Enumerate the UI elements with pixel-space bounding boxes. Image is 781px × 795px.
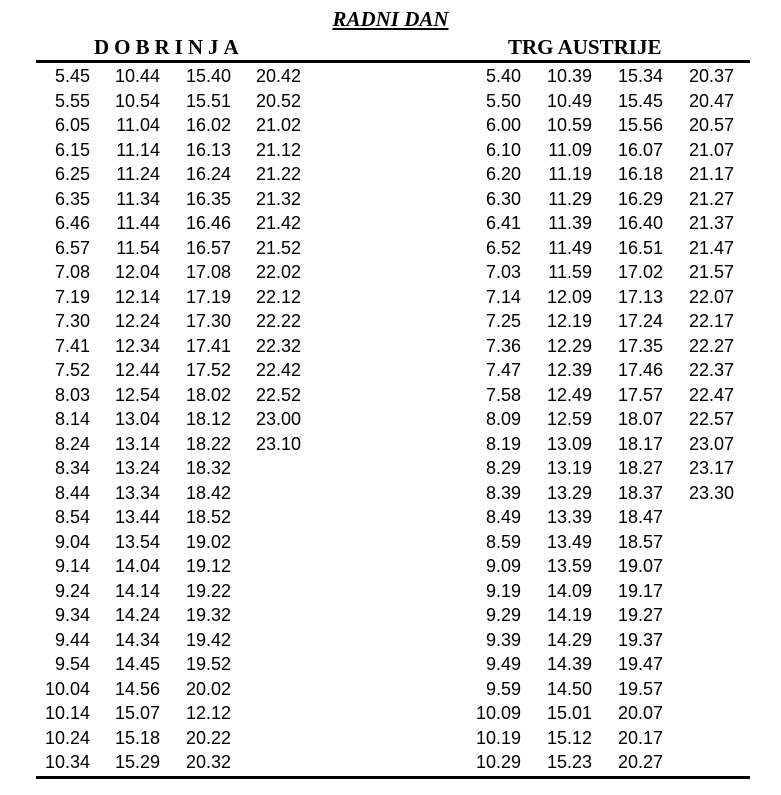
dobrinja-departure-time: 7.08 bbox=[54, 262, 90, 282]
dobrinja-departure-time: 11.44 bbox=[116, 213, 160, 233]
dobrinja-departure-time: 5.45 bbox=[54, 66, 90, 86]
trg-austrije-departure-time: 23.30 bbox=[688, 482, 734, 503]
trg-austrije-departure-time: 20.27 bbox=[617, 752, 663, 772]
trg-austrije-departure-time: 22.27 bbox=[688, 335, 734, 356]
dobrinja-departure-time: 6.05 bbox=[54, 115, 90, 135]
dobrinja-departure-time: 15.18 bbox=[114, 727, 160, 748]
trg-austrije-departure-time: 17.13 bbox=[617, 286, 663, 307]
trg-austrije-departure-time: 19.07 bbox=[617, 556, 663, 576]
dobrinja-departure-time: 21.32 bbox=[255, 188, 301, 209]
dobrinja-departure-time: 13.34 bbox=[114, 482, 160, 503]
dobrinja-departure-time: 11.54 bbox=[116, 237, 160, 258]
dobrinja-departure-time: 5.55 bbox=[54, 90, 90, 111]
dobrinja-departure-time: 18.32 bbox=[185, 458, 231, 478]
trg-austrije-departure-time: 7.47 bbox=[485, 360, 521, 380]
trg-austrije-departure-time: 20.47 bbox=[688, 90, 734, 111]
trg-austrije-departure-time: 10.09 bbox=[475, 703, 521, 723]
dobrinja-departure-time: 9.14 bbox=[54, 556, 90, 576]
dobrinja-departure-time: 9.24 bbox=[54, 580, 90, 601]
dobrinja-departure-time: 18.42 bbox=[185, 482, 231, 503]
trg-austrije-departure-time: 16.40 bbox=[617, 213, 663, 233]
dobrinja-departure-time: 11.24 bbox=[116, 164, 160, 184]
dobrinja-departure-time: 12.34 bbox=[114, 335, 160, 356]
trg-austrije-departure-time: 18.37 bbox=[617, 482, 663, 503]
trg-austrije-departure-time: 22.57 bbox=[688, 409, 734, 429]
dobrinja-departure-time: 9.44 bbox=[54, 629, 90, 650]
trg-austrije-departure-time: 14.19 bbox=[546, 605, 592, 625]
dobrinja-departure-time: 17.30 bbox=[185, 311, 231, 331]
dobrinja-departure-time: 13.04 bbox=[114, 409, 160, 429]
trg-austrije-departure-time: 21.07 bbox=[688, 139, 734, 160]
trg-austrije-departure-time: 20.57 bbox=[688, 115, 734, 135]
trg-austrije-departure-time: 21.37 bbox=[688, 213, 734, 233]
trg-austrije-departure-time: 12.39 bbox=[546, 360, 592, 380]
trg-austrije-departure-time: 21.27 bbox=[688, 188, 734, 209]
trg-austrije-departure-time: 19.47 bbox=[617, 654, 663, 674]
dobrinja-departure-time: 8.24 bbox=[54, 433, 90, 454]
trg-austrije-departure-time: 12.59 bbox=[546, 409, 592, 429]
dobrinja-departure-time: 8.03 bbox=[54, 384, 90, 405]
trg-austrije-departure-time: 7.14 bbox=[485, 286, 521, 307]
dobrinja-departure-time: 7.30 bbox=[54, 311, 90, 331]
trg-austrije-departure-time: 12.09 bbox=[546, 286, 592, 307]
trg-austrije-departure-time: 8.09 bbox=[485, 409, 521, 429]
dobrinja-departure-time: 6.35 bbox=[54, 188, 90, 209]
trg-austrije-departure-time: 9.39 bbox=[485, 629, 521, 650]
dobrinja-departure-time: 7.41 bbox=[54, 335, 90, 356]
trg-austrije-departure-time: 19.57 bbox=[617, 678, 663, 699]
dobrinja-departure-time: 8.14 bbox=[54, 409, 90, 429]
bottom-rule bbox=[36, 776, 750, 779]
dobrinja-departure-time: 20.02 bbox=[185, 678, 231, 699]
trg-austrije-departure-time: 13.09 bbox=[546, 433, 592, 454]
dobrinja-departure-time: 22.02 bbox=[255, 262, 301, 282]
dobrinja-departure-time: 21.02 bbox=[255, 115, 301, 135]
dobrinja-departure-time: 20.52 bbox=[255, 90, 301, 111]
dobrinja-departure-time: 22.52 bbox=[255, 384, 301, 405]
trg-austrije-departure-time: 13.19 bbox=[546, 458, 592, 478]
trg-austrije-timetable bbox=[470, 64, 734, 775]
dobrinja-departure-time: 23.10 bbox=[255, 433, 301, 454]
trg-austrije-departure-time: 17.35 bbox=[617, 335, 663, 356]
trg-austrije-departure-time: 15.45 bbox=[617, 90, 663, 111]
trg-austrije-departure-time: 14.39 bbox=[546, 654, 592, 674]
trg-austrije-departure-time: 10.29 bbox=[475, 752, 521, 772]
dobrinja-departure-time: 15.51 bbox=[185, 90, 231, 111]
trg-austrije-departure-time: 13.39 bbox=[546, 507, 592, 527]
dobrinja-departure-time: 8.34 bbox=[54, 458, 90, 478]
dobrinja-departure-time: 17.08 bbox=[185, 262, 231, 282]
trg-austrije-departure-time: 10.59 bbox=[546, 115, 592, 135]
trg-austrije-departure-time: 17.57 bbox=[617, 384, 663, 405]
dobrinja-departure-time: 19.22 bbox=[185, 580, 231, 601]
dobrinja-departure-time: 13.14 bbox=[114, 433, 160, 454]
trg-austrije-departure-time: 17.46 bbox=[617, 360, 663, 380]
dobrinja-departure-time: 13.24 bbox=[114, 458, 160, 478]
trg-austrije-departure-time: 6.10 bbox=[485, 139, 521, 160]
dobrinja-departure-time: 14.04 bbox=[114, 556, 160, 576]
trg-austrije-departure-time: 14.09 bbox=[546, 580, 592, 601]
dobrinja-departure-time: 9.54 bbox=[54, 654, 90, 674]
trg-austrije-departure-time: 7.25 bbox=[485, 311, 521, 331]
trg-austrije-departure-time: 5.50 bbox=[485, 90, 521, 111]
trg-austrije-departure-time: 16.18 bbox=[617, 164, 663, 184]
trg-austrije-departure-time: 16.51 bbox=[617, 237, 663, 258]
dobrinja-departure-time: 12.14 bbox=[114, 286, 160, 307]
trg-austrije-departure-time: 23.07 bbox=[688, 433, 734, 454]
trg-austrije-departure-time: 19.37 bbox=[617, 629, 663, 650]
trg-austrije-departure-time: 7.58 bbox=[485, 384, 521, 405]
dobrinja-departure-time: 13.44 bbox=[114, 507, 160, 527]
dobrinja-departure-time: 18.12 bbox=[185, 409, 231, 429]
dobrinja-departure-time: 11.14 bbox=[116, 139, 160, 160]
dobrinja-departure-time: 16.46 bbox=[185, 213, 231, 233]
trg-austrije-departure-time: 22.17 bbox=[688, 311, 734, 331]
dobrinja-departure-time: 10.14 bbox=[44, 703, 90, 723]
dobrinja-departure-time: 18.22 bbox=[185, 433, 231, 454]
dobrinja-departure-time: 14.24 bbox=[114, 605, 160, 625]
trg-austrije-departure-time: 6.00 bbox=[485, 115, 521, 135]
trg-austrije-departure-time: 10.49 bbox=[546, 90, 592, 111]
trg-austrije-departure-time: 11.09 bbox=[548, 139, 592, 160]
dobrinja-departure-time: 14.45 bbox=[114, 654, 160, 674]
dobrinja-departure-time: 14.14 bbox=[114, 580, 160, 601]
trg-austrije-departure-time: 10.39 bbox=[546, 66, 592, 86]
trg-austrije-departure-time: 12.49 bbox=[546, 384, 592, 405]
dobrinja-departure-time: 21.42 bbox=[255, 213, 301, 233]
dobrinja-departure-time: 21.22 bbox=[255, 164, 301, 184]
dobrinja-departure-time: 8.54 bbox=[54, 507, 90, 527]
trg-austrije-departure-time: 9.19 bbox=[485, 580, 521, 601]
page-title bbox=[0, 6, 781, 32]
dobrinja-departure-time: 11.34 bbox=[116, 188, 160, 209]
trg-austrije-departure-time: 10.19 bbox=[475, 727, 521, 748]
trg-austrije-departure-time: 5.40 bbox=[485, 66, 521, 86]
trg-austrije-departure-time: 19.27 bbox=[617, 605, 663, 625]
dobrinja-departure-time: 16.57 bbox=[185, 237, 231, 258]
dobrinja-departure-time: 21.52 bbox=[255, 237, 301, 258]
dobrinja-departure-time: 11.04 bbox=[116, 115, 160, 135]
trg-austrije-departure-time: 21.17 bbox=[688, 164, 734, 184]
dobrinja-departure-time: 18.52 bbox=[185, 507, 231, 527]
trg-austrije-departure-time: 21.47 bbox=[688, 237, 734, 258]
dobrinja-departure-time: 15.07 bbox=[114, 703, 160, 723]
dobrinja-departure-time: 12.54 bbox=[114, 384, 160, 405]
dobrinja-departure-time: 19.52 bbox=[185, 654, 231, 674]
trg-austrije-departure-time: 20.07 bbox=[617, 703, 663, 723]
trg-austrije-departure-time: 7.36 bbox=[485, 335, 521, 356]
trg-austrije-departure-time: 18.17 bbox=[617, 433, 663, 454]
dobrinja-departure-time: 21.12 bbox=[255, 139, 301, 160]
dobrinja-departure-time: 6.15 bbox=[54, 139, 90, 160]
trg-austrije-departure-time: 20.17 bbox=[617, 727, 663, 748]
dobrinja-departure-time: 19.32 bbox=[185, 605, 231, 625]
dobrinja-departure-time: 7.52 bbox=[54, 360, 90, 380]
dobrinja-departure-time: 17.52 bbox=[185, 360, 231, 380]
dobrinja-departure-time: 17.19 bbox=[185, 286, 231, 307]
trg-austrije-departure-time: 9.29 bbox=[485, 605, 521, 625]
trg-austrije-departure-time: 8.59 bbox=[485, 531, 521, 552]
dobrinja-departure-time: 9.34 bbox=[54, 605, 90, 625]
trg-austrije-departure-time: 11.49 bbox=[548, 237, 592, 258]
dobrinja-departure-time: 18.02 bbox=[185, 384, 231, 405]
trg-austrije-departure-time: 11.29 bbox=[548, 188, 592, 209]
trg-austrije-departure-time: 22.37 bbox=[688, 360, 734, 380]
dobrinja-departure-time: 22.22 bbox=[255, 311, 301, 331]
trg-austrije-departure-time: 23.17 bbox=[688, 458, 734, 478]
trg-austrije-departure-time: 11.59 bbox=[548, 262, 592, 282]
trg-austrije-departure-time: 12.19 bbox=[546, 311, 592, 331]
trg-austrije-departure-time: 21.57 bbox=[688, 262, 734, 282]
dobrinja-departure-time: 12.24 bbox=[114, 311, 160, 331]
dobrinja-departure-time: 8.44 bbox=[54, 482, 90, 503]
dobrinja-departure-time: 19.12 bbox=[185, 556, 231, 576]
dobrinja-departure-time: 16.13 bbox=[185, 139, 231, 160]
trg-austrije-departure-time: 9.59 bbox=[485, 678, 521, 699]
trg-austrije-departure-time: 15.23 bbox=[546, 752, 592, 772]
dobrinja-departure-time: 6.25 bbox=[54, 164, 90, 184]
trg-austrije-departure-time: 18.47 bbox=[617, 507, 663, 527]
trg-austrije-departure-time: 15.01 bbox=[546, 703, 592, 723]
trg-austrije-departure-time: 15.56 bbox=[617, 115, 663, 135]
trg-austrije-departure-time: 15.34 bbox=[617, 66, 663, 86]
dobrinja-departure-time: 9.04 bbox=[54, 531, 90, 552]
dobrinja-departure-time: 15.40 bbox=[185, 66, 231, 86]
dobrinja-departure-time: 6.57 bbox=[54, 237, 90, 258]
trg-austrije-departure-time: 19.17 bbox=[617, 580, 663, 601]
trg-austrije-departure-time: 6.41 bbox=[485, 213, 521, 233]
trg-austrije-departure-time: 12.29 bbox=[546, 335, 592, 356]
station-dobrinja-header: DOBRINJA bbox=[94, 35, 244, 59]
trg-austrije-departure-time: 11.19 bbox=[548, 164, 592, 184]
trg-austrije-departure-time: 8.39 bbox=[485, 482, 521, 503]
dobrinja-departure-time: 14.34 bbox=[114, 629, 160, 650]
trg-austrije-departure-time: 6.20 bbox=[485, 164, 521, 184]
top-rule bbox=[36, 60, 750, 63]
trg-austrije-departure-time: 22.07 bbox=[688, 286, 734, 307]
dobrinja-departure-time: 16.02 bbox=[185, 115, 231, 135]
trg-austrije-departure-time: 14.29 bbox=[546, 629, 592, 650]
trg-austrije-departure-time: 18.07 bbox=[617, 409, 663, 429]
trg-austrije-departure-time: 18.57 bbox=[617, 531, 663, 552]
dobrinja-departure-time: 16.24 bbox=[185, 164, 231, 184]
dobrinja-departure-time: 17.41 bbox=[185, 335, 231, 356]
trg-austrije-departure-time: 16.07 bbox=[617, 139, 663, 160]
trg-austrije-departure-time: 6.52 bbox=[485, 237, 521, 258]
trg-austrije-departure-time: 18.27 bbox=[617, 458, 663, 478]
trg-austrije-departure-time: 7.03 bbox=[485, 262, 521, 282]
dobrinja-departure-time: 23.00 bbox=[255, 409, 301, 429]
dobrinja-departure-time: 10.44 bbox=[114, 66, 160, 86]
dobrinja-departure-time: 7.19 bbox=[54, 286, 90, 307]
dobrinja-departure-time: 20.42 bbox=[255, 66, 301, 86]
dobrinja-departure-time: 16.35 bbox=[185, 188, 231, 209]
trg-austrije-departure-time: 17.24 bbox=[617, 311, 663, 331]
dobrinja-departure-time: 19.02 bbox=[185, 531, 231, 552]
station-trg-austrije-header: TRG AUSTRIJE bbox=[508, 35, 662, 59]
dobrinja-departure-time: 13.54 bbox=[114, 531, 160, 552]
dobrinja-departure-time: 12.12 bbox=[185, 703, 231, 723]
trg-austrije-departure-time: 9.09 bbox=[485, 556, 521, 576]
trg-austrije-departure-time: 9.49 bbox=[485, 654, 521, 674]
trg-austrije-departure-time: 14.50 bbox=[546, 678, 592, 699]
trg-austrije-departure-time: 17.02 bbox=[617, 262, 663, 282]
dobrinja-departure-time: 15.29 bbox=[114, 752, 160, 772]
trg-austrije-departure-time: 8.29 bbox=[485, 458, 521, 478]
dobrinja-departure-time: 22.32 bbox=[255, 335, 301, 356]
trg-austrije-departure-time: 13.59 bbox=[546, 556, 592, 576]
dobrinja-departure-time: 22.12 bbox=[255, 286, 301, 307]
dobrinja-timetable bbox=[36, 64, 301, 775]
dobrinja-departure-time: 10.34 bbox=[44, 752, 90, 772]
trg-austrije-departure-time: 8.19 bbox=[485, 433, 521, 454]
trg-austrije-departure-time: 20.37 bbox=[688, 66, 734, 86]
dobrinja-departure-time: 10.54 bbox=[114, 90, 160, 111]
dobrinja-departure-time: 20.22 bbox=[185, 727, 231, 748]
dobrinja-departure-time: 19.42 bbox=[185, 629, 231, 650]
trg-austrije-departure-time: 13.49 bbox=[546, 531, 592, 552]
trg-austrije-departure-time: 22.47 bbox=[688, 384, 734, 405]
dobrinja-departure-time: 12.44 bbox=[114, 360, 160, 380]
dobrinja-departure-time: 12.04 bbox=[114, 262, 160, 282]
trg-austrije-departure-time: 16.29 bbox=[617, 188, 663, 209]
dobrinja-departure-time: 6.46 bbox=[54, 213, 90, 233]
trg-austrije-departure-time: 11.39 bbox=[548, 213, 592, 233]
title-text: RADNI DAN bbox=[332, 7, 449, 31]
trg-austrije-departure-time: 15.12 bbox=[546, 727, 592, 748]
trg-austrije-departure-time: 13.29 bbox=[546, 482, 592, 503]
dobrinja-departure-time: 10.24 bbox=[44, 727, 90, 748]
dobrinja-departure-time: 10.04 bbox=[44, 678, 90, 699]
dobrinja-departure-time: 20.32 bbox=[185, 752, 231, 772]
trg-austrije-departure-time: 6.30 bbox=[485, 188, 521, 209]
dobrinja-departure-time: 14.56 bbox=[114, 678, 160, 699]
trg-austrije-departure-time: 8.49 bbox=[485, 507, 521, 527]
dobrinja-departure-time: 22.42 bbox=[255, 360, 301, 380]
